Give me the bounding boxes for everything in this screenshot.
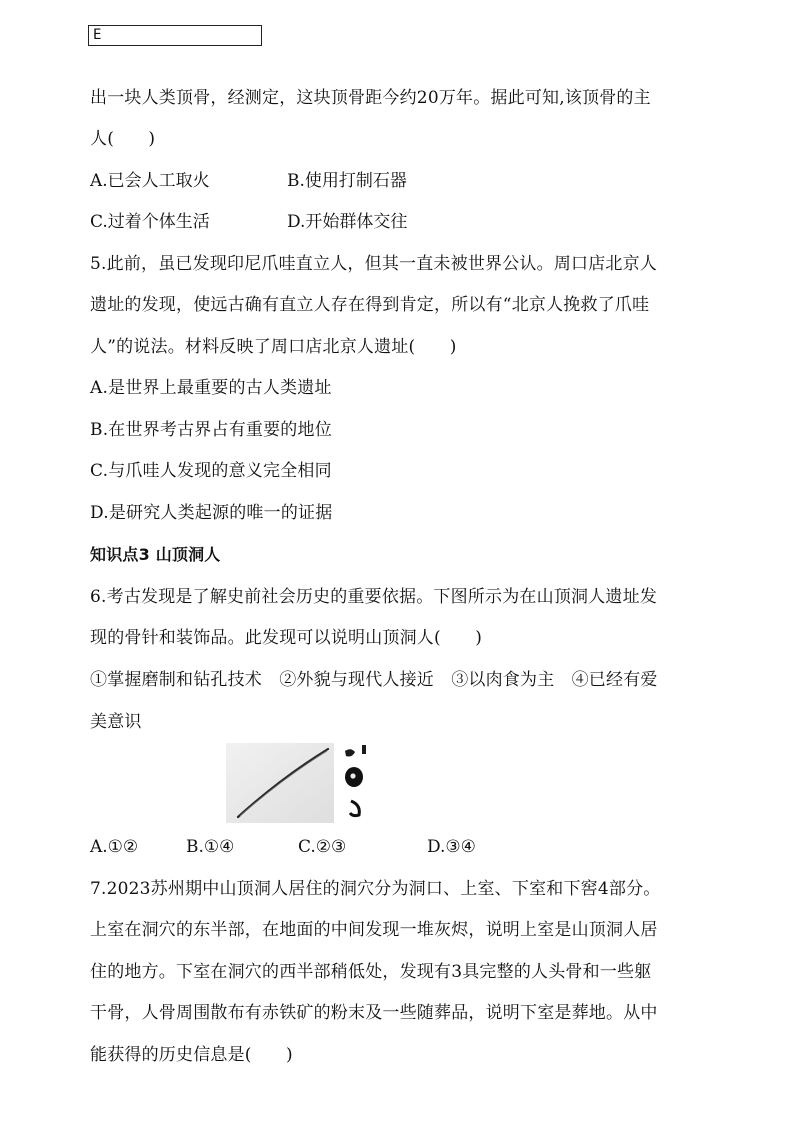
header-label-box: E [88,25,262,46]
q4-option-b: B.使用打制石器 [287,171,407,191]
ornament-hole [350,773,355,778]
q7-stem-line-5: 能获得的历史信息是( ) [90,1045,293,1065]
q5-stem-line-1: 5.此前，虽已发现印尼爪哇直立人，但其一直未被世界公认。周口店北京人 [90,254,658,274]
q6-stem-line-1: 6.考古发现是了解史前社会历史的重要依据。下图所示为在山顶洞人遗址发 [90,587,658,607]
q5-stem-line-2: 遗址的发现，使远古确有直立人存在得到肯定，所以有“北京人挽救了爪哇 [90,295,650,315]
q6-option-b: B.①④ [186,837,235,857]
q7-stem-line-2: 上室在洞穴的东半部，在地面的中间发现一堆灰烬，说明上室是山顶洞人居 [90,920,658,940]
bone-needle-ornaments-figure [226,743,376,823]
q7-stem-line-1: 7.2023苏州期中山顶洞人居住的洞穴分为洞口、上室、下室和下窖4部分。 [90,879,661,899]
q5-option-d: D.是研究人类起源的唯一的证据 [90,503,333,523]
q7-stem-line-4: 干骨，人骨周围散布有赤铁矿的粉末及一些随葬品，说明下室是葬地。从中 [90,1003,658,1023]
q4-option-a: A.已会人工取火 [90,171,210,191]
q6-stem-line-3: ①掌握磨制和钻孔技术 ②外貌与现代人接近 ③以肉食为主 ④已经有爱 [90,670,658,690]
q6-option-c: C.②③ [298,837,347,857]
q6-stem-line-2: 现的骨针和装饰品。此发现可以说明山顶洞人( ) [90,628,483,648]
q4-option-d: D.开始群体交往 [287,212,408,232]
q5-option-c: C.与爪哇人发现的意义完全相同 [90,461,332,481]
q4-stem-line-1: 出一块人类顶骨，经测定，这块顶骨距今约20万年。据此可知,该顶骨的主 [90,88,651,108]
q5-option-a: A.是世界上最重要的古人类遗址 [90,378,332,398]
ornament-bar [362,745,366,754]
q6-option-a: A.①② [90,837,139,857]
q4-option-c: C.过着个体生活 [90,212,210,232]
q6-option-d: D.③④ [427,837,476,857]
q5-option-b: B.在世界考古界占有重要的地位 [90,420,332,440]
q6-stem-line-4: 美意识 [90,712,142,732]
q7-stem-line-3: 住的地方。下室在洞穴的西半部稍低处，发现有3具完整的人头骨和一些躯 [90,962,652,982]
q4-stem-line-2: 人( ) [90,129,156,149]
section-heading: 知识点3 山顶洞人 [90,545,221,564]
q5-stem-line-3: 人”的说法。材料反映了周口店北京人遗址( ) [90,337,457,357]
